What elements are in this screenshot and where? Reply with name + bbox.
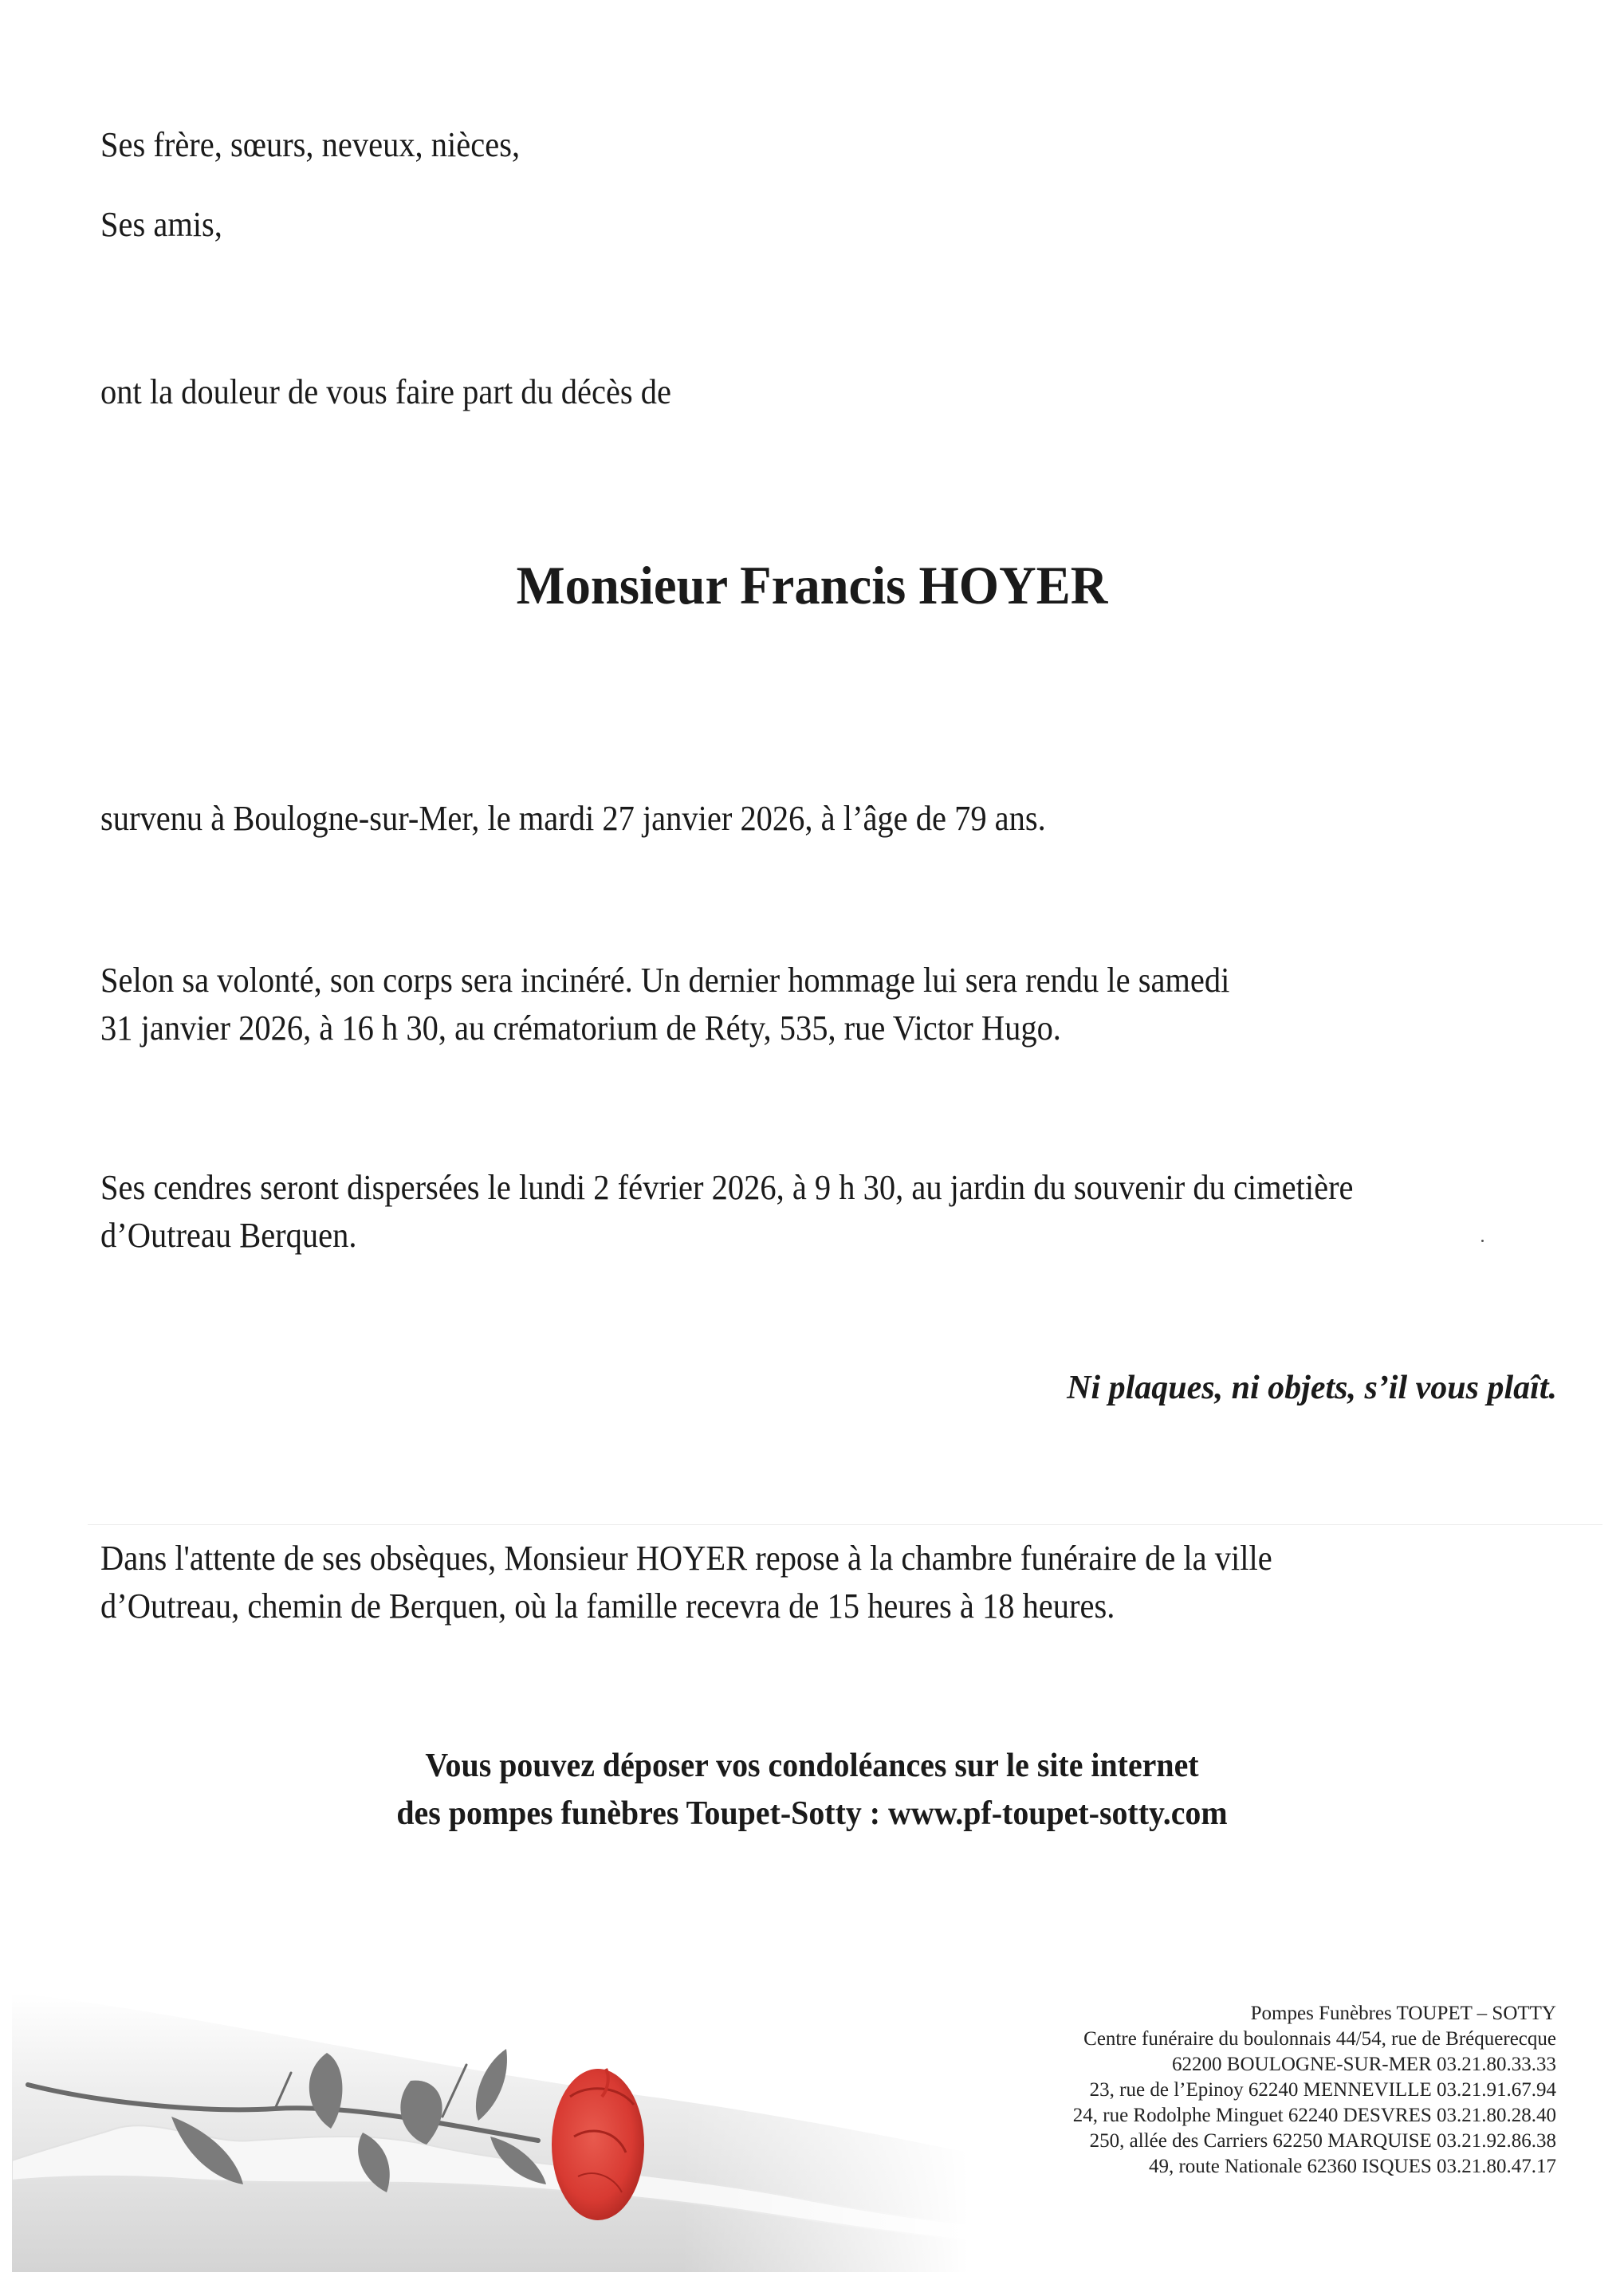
wake-line: d’Outreau, chemin de Berquen, où la famille recevra de 15 heures à 18 heures. — [100, 1586, 1115, 1626]
condolences-line: des pompes funèbres Toupet-Sotty : www.pf-toupet-sotty.com — [396, 1795, 1228, 1832]
company-name: Pompes Funèbres TOUPET – SOTTY — [1250, 2003, 1556, 2024]
cremation-paragraph — [100, 957, 1328, 1052]
death-details: survenu à Boulogne-sur-Mer, le mardi 27 janvier 2026, à l’âge de 79 ans. — [100, 799, 1046, 838]
company-address-line: 250, allée des Carriers 62250 MARQUISE 03.21.92.86.38 — [1089, 2130, 1556, 2152]
intro-text: ont la douleur de vous faire part du décès de — [100, 372, 672, 411]
condolences-line: Vous pouvez déposer vos condoléances sur le site internet — [425, 1748, 1199, 1784]
company-address-line: 23, rue de l’Epinoy 62240 MENNEVILLE 03.21.91.67.94 — [1089, 2079, 1556, 2101]
faint-divider — [88, 1524, 1602, 1525]
scan-speck — [1481, 1240, 1484, 1242]
ashes-line: d’Outreau Berquen. — [100, 1216, 357, 1255]
wake-paragraph — [100, 1535, 1374, 1630]
company-address-line: 62200 BOULOGNE-SUR-MER 03.21.80.33.33 — [1172, 2054, 1556, 2075]
condolences-notice — [0, 1742, 1624, 1838]
family-line-friends: Ses amis, — [100, 205, 222, 244]
deceased-name: Monsieur Francis HOYER — [516, 555, 1108, 615]
rose-on-beach-image — [12, 1945, 969, 2272]
cremation-line: Selon sa volonté, son corps sera incinéré. Un dernier hommage lui sera rendu le samedi — [100, 961, 1230, 1000]
funeral-home-contact-block — [1073, 2001, 1556, 2180]
cremation-line: 31 janvier 2026, à 16 h 30, au crématorium de Réty, 535, rue Victor Hugo. — [100, 1008, 1061, 1048]
company-address-line: Centre funéraire du boulonnais 44/54, rue de Bréquerecque — [1083, 2028, 1556, 2050]
company-address-line: 24, rue Rodolphe Minguet 62240 DESVRES 03.21.80.28.40 — [1072, 2105, 1556, 2126]
family-line-siblings: Ses frère, sœurs, neveux, nièces, — [100, 125, 521, 164]
company-address-line: 49, route Nationale 62360 ISQUES 03.21.80.47.17 — [1148, 2156, 1556, 2177]
wake-line: Dans l'attente de ses obsèques, Monsieur HOYER repose à la chambre funéraire de la ville — [100, 1539, 1272, 1578]
ashes-line: Ses cendres seront dispersées le lundi 2 février 2026, à 9 h 30, au jardin du souvenir du cimetière — [100, 1168, 1354, 1207]
no-flowers-request: Ni plaques, ni objets, s’il vous plaît. — [1067, 1370, 1557, 1406]
ashes-paragraph — [100, 1164, 1462, 1260]
